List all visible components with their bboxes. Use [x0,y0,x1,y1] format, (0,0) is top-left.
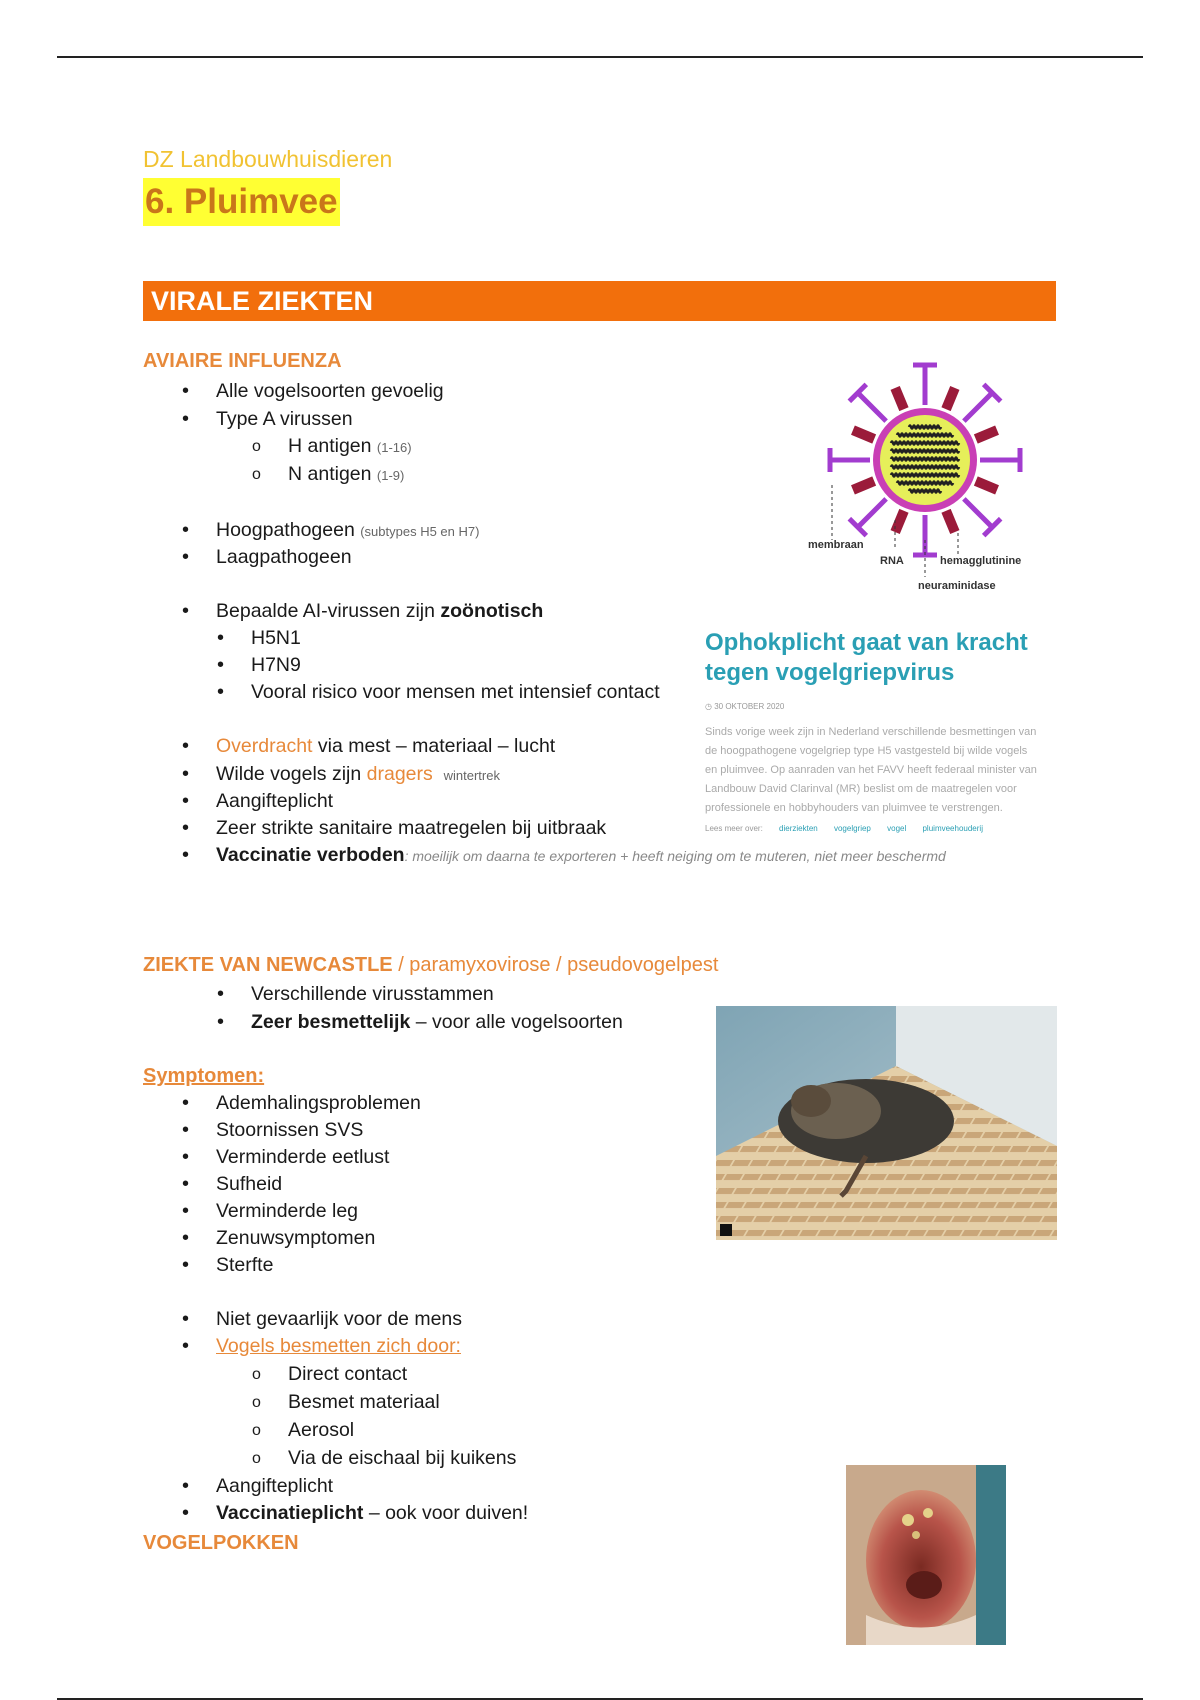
rna-strand [891,458,959,461]
news-body: Sinds vorige week zijn in Nederland verschillende besmettingen van de hoogpathogene vogelgriep type H5 vastgesteld bij wilde vogels en pluimvee. Op aanraden van het FAVV heeft federaal minister van Landbouw David Clarinval (MR) beslist om de maatregelen voor professionele en hobbyhouders van pluimvee te verstrengen. [705,726,1037,814]
rna-strand [897,434,953,437]
hemagglutinine-spike [853,430,874,439]
rna-label: RNA [880,555,904,567]
news-tag-link[interactable]: vogel [887,824,907,833]
hemagglutinine-spike [895,388,904,409]
hemagglutinine-spike [853,481,874,490]
hemagglutinine-spike [895,511,904,532]
symptoms-heading: Symptomen: [143,1065,265,1087]
list-item: • Laagpathogeen [216,545,352,569]
list-item: • H5N1 [251,626,301,650]
list-item: • H7N9 [251,653,301,677]
neuraminidase-label: neuraminidase [918,580,996,590]
ai-heading: AVIAIRE INFLUENZA [143,350,342,372]
list-item: • Overdracht via mest – materiaal – lucht [216,734,555,758]
news-title: Ophokplicht gaat van kracht tegen vogelgriepvirus [705,629,1028,686]
section-banner: VIRALE ZIEKTEN [143,281,1056,321]
list-item: • Vooral risico voor mensen met intensief contact [251,680,660,704]
subject-title: DZ Landbouwhuisdieren [143,146,393,172]
news-tag-link[interactable]: pluimveehouderij [922,824,983,833]
list-item: • Zeer strikte sanitaire maatregelen bij uitbraak [216,816,606,840]
bird-mouth-photo [846,1465,1006,1645]
neuraminidase-spike [964,499,992,527]
list-item: • Niet gevaarlijk voor de mens [216,1307,462,1331]
rna-strand [897,482,953,485]
neuraminidase-spike [964,393,992,421]
pox-heading: VOGELPOKKEN [143,1532,299,1554]
hemagglutinine-label: hemagglutinine [940,555,1022,567]
list-item: • Ademhalingsproblemen [216,1091,421,1115]
news-date: ◷ 30 OKTOBER 2020 [705,702,785,711]
list-item: • Alle vogelsoorten gevoelig [216,379,444,403]
rna-strands [891,426,959,493]
rna-strand [891,442,959,445]
rna-strand [891,466,959,469]
list-item: • Sterfte [216,1253,273,1277]
list-item: • Verschillende virusstammen [251,982,494,1006]
rna-strand [909,426,941,429]
list-item: o Via de eischaal bij kuikens [288,1446,516,1470]
chapter-title: 6. Pluimvee [143,178,340,226]
news-tags: Lees meer over: dierziekten vogelgriep vogel pluimveehouderij [705,824,983,833]
virus-diagram [800,345,1050,590]
list-item: o Direct contact [288,1362,407,1386]
list-item: • Verminderde leg [216,1199,358,1223]
sick-bird-photo [716,1006,1057,1240]
list-item: o Besmet materiaal [288,1390,440,1414]
rna-strand [909,490,941,493]
neuraminidase-spike [858,393,886,421]
list-item: • Aangifteplicht [216,789,333,813]
list-item: • Bepaalde AI-virussen zijn zoönotisch [216,599,543,623]
list-item: • Verminderde eetlust [216,1145,389,1169]
bird-head [791,1085,831,1117]
list-item: • Stoornissen SVS [216,1118,363,1142]
neuraminidase-spike [858,499,886,527]
news-tag-link[interactable]: dierziekten [779,824,818,833]
top-rule [57,56,1143,58]
newcastle-heading: ZIEKTE VAN NEWCASTLE / paramyxovirose / pseudovogelpest [143,954,719,976]
list-item: o Aerosol [288,1418,354,1442]
list-item: • Sufheid [216,1172,282,1196]
hemagglutinine-spike [946,388,955,409]
list-item: o N antigen (1-9) [288,462,404,488]
rna-strand [891,450,959,453]
list-item: • Hoogpathogeen (subtypes H5 en H7) [216,518,479,544]
hemagglutinine-spike [946,511,955,532]
list-item: • Vaccinatie verboden: moeilijk om daarna te exporteren + heeft neiging om te muteren, niet meer beschermd [216,843,946,868]
hemagglutinine-spike [976,481,997,490]
rna-strand [891,474,959,477]
list-item: • Wilde vogels zijn dragers wintertrek [216,762,500,788]
list-item: o H antigen (1-16) [288,434,412,460]
list-item: • Vaccinatieplicht – ook voor duiven! [216,1501,528,1525]
list-item: • Aangifteplicht [216,1474,333,1498]
news-tag-link[interactable]: vogelgriep [833,824,871,833]
list-item: • Vogels besmetten zich door: [216,1334,461,1358]
list-item: • Zenuwsymptomen [216,1226,375,1250]
membraan-label: membraan [808,539,864,551]
news-clipping [705,628,1105,833]
list-item: • Zeer besmettelijk – voor alle vogelsoorten [251,1010,623,1034]
hemagglutinine-spike [976,430,997,439]
list-item: • Type A virussen [216,407,353,431]
